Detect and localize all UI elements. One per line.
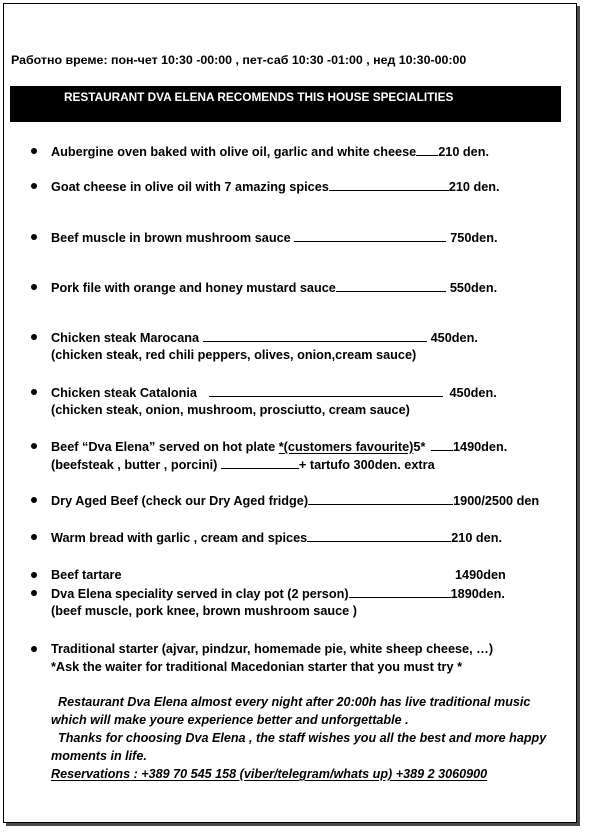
item-price: 750den. bbox=[450, 231, 498, 245]
leader-line bbox=[416, 143, 438, 156]
item-detail: (chicken steak, onion, mushroom, prosciutto, cream sauce) bbox=[51, 403, 410, 417]
leader-line bbox=[336, 279, 446, 292]
leader-line bbox=[431, 438, 453, 451]
leader-line bbox=[307, 529, 451, 542]
footer-music-note: Restaurant Dva Elena almost every night after 20:00h has live traditional music bbox=[51, 695, 531, 709]
menu-item bbox=[51, 143, 489, 160]
item-name: Chicken steak Catalonia bbox=[51, 386, 201, 400]
bullet-icon bbox=[31, 334, 37, 340]
menu-item bbox=[51, 178, 500, 195]
opening-hours: Работно време: пон-чет 10:30 -00:00 , пет-саб 10:30 -01:00 , нед 10:30-00:00 bbox=[11, 53, 467, 67]
bullet-icon bbox=[31, 148, 37, 154]
menu-item bbox=[51, 567, 122, 583]
menu-item bbox=[51, 279, 497, 296]
bullet-icon bbox=[31, 590, 37, 596]
leader-line bbox=[203, 329, 427, 342]
bullet-icon bbox=[31, 534, 37, 540]
bullet-icon bbox=[31, 389, 37, 395]
item-name: Chicken steak Marocana bbox=[51, 331, 203, 345]
item-detail: (beef muscle, pork knee, brown mushroom sauce ) bbox=[51, 604, 357, 618]
item-price: 210 den. bbox=[438, 145, 489, 159]
specialities-banner: RESTAURANT DVA ELENA RECOMENDS THIS HOUSE SPECIALITIES bbox=[10, 86, 561, 122]
leader-line bbox=[294, 229, 446, 242]
menu-item bbox=[51, 529, 502, 546]
bullet-icon bbox=[31, 572, 37, 578]
footer-music-note-cont: which will make youre experience better and unforgettable . bbox=[51, 713, 409, 727]
item-detail: (chicken steak, red chili peppers, olives, onion,cream sauce) bbox=[51, 348, 417, 362]
item-extra: + tartufo 300den. extra bbox=[298, 458, 435, 472]
item-name: Dry Aged Beef (check our Dry Aged fridge) bbox=[51, 494, 309, 508]
reservations-line: Reservations : +389 70 545 158 (viber/telegram/whats up) +389 2 3060900 bbox=[51, 767, 488, 781]
bullet-icon bbox=[31, 497, 37, 503]
bullet-icon bbox=[31, 443, 37, 449]
leader-line bbox=[308, 492, 453, 505]
item-name: Warm bread with garlic , cream and spices bbox=[51, 531, 308, 545]
footer-thanks: Thanks for choosing Dva Elena , the staff wishes you all the best and more happy bbox=[51, 731, 547, 745]
item-rating: 5* bbox=[413, 440, 429, 454]
item-name: Beef muscle in brown mushroom sauce bbox=[51, 231, 295, 245]
leader-line bbox=[209, 384, 443, 397]
item-detail-row bbox=[51, 456, 435, 473]
item-name: Pork file with orange and honey mustard sauce bbox=[51, 281, 336, 295]
item-price: 1900/2500 den bbox=[453, 494, 540, 508]
item-price: 1490den bbox=[455, 568, 506, 582]
item-name: Beef tartare bbox=[51, 568, 122, 582]
item-detail: *Ask the waiter for traditional Macedonian starter that you must try * bbox=[51, 660, 463, 674]
bullet-icon bbox=[31, 646, 37, 652]
item-price: 1890den. bbox=[450, 587, 505, 601]
bullet-icon bbox=[31, 284, 37, 290]
footer-thanks-cont: moments in life. bbox=[51, 749, 147, 763]
menu-item bbox=[51, 492, 539, 509]
item-name: Beef “Dva Elena” served on hot plate bbox=[51, 440, 279, 454]
item-price: 450den. bbox=[449, 386, 497, 400]
item-price: 550den. bbox=[449, 281, 498, 295]
item-price: 210 den. bbox=[451, 531, 502, 545]
item-price: 1490den. bbox=[452, 440, 508, 454]
leader-line bbox=[221, 456, 299, 469]
menu-item: Traditional starter (ajvar, pindzur, homemade pie, white sheep cheese, …) bbox=[51, 642, 494, 656]
item-price: 450den. bbox=[430, 331, 478, 345]
item-detail: (beefsteak , butter , porcini) bbox=[51, 458, 221, 472]
menu-item bbox=[51, 585, 505, 602]
item-name: Goat cheese in olive oil with 7 amazing spices bbox=[51, 180, 329, 194]
bullet-icon bbox=[31, 183, 37, 189]
menu-item bbox=[51, 384, 497, 401]
leader-line bbox=[349, 585, 451, 598]
item-name: Dva Elena speciality served in clay pot (2 person) bbox=[51, 587, 349, 601]
menu-item bbox=[51, 229, 498, 246]
leader-line bbox=[329, 178, 449, 191]
menu-item bbox=[51, 329, 478, 346]
menu-item bbox=[51, 438, 507, 455]
bullet-icon bbox=[31, 234, 37, 240]
item-price: 210 den. bbox=[448, 180, 500, 194]
favourite-note: *(customers favourite) bbox=[278, 440, 414, 454]
item-name: Aubergine oven baked with olive oil, garlic and white cheese bbox=[51, 145, 417, 159]
